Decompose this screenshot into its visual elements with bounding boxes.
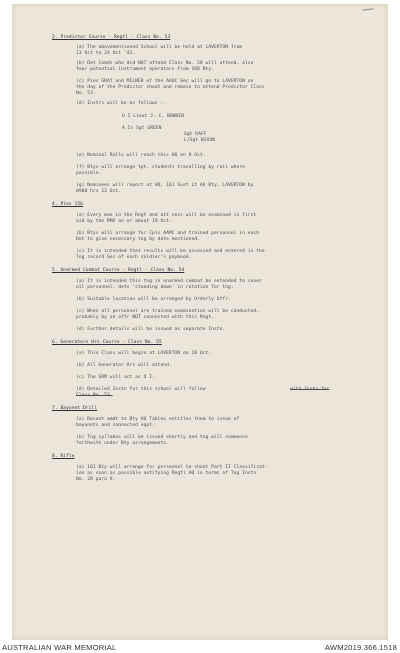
- footer-accession-number: AWM2019.366.1518: [324, 643, 397, 652]
- footer-source: AUSTRALIAN WAR MEMORIAL: [2, 643, 117, 652]
- text-line: probably by an offr NOT connected with this Regt.: [76, 315, 214, 320]
- document-page: [12, 4, 388, 640]
- text-line: L/Sgt NIXON: [184, 138, 215, 143]
- text-line: Sgt RAFF: [184, 132, 207, 137]
- text-line: (d) Further details will be issued as separate Instn.: [76, 327, 226, 332]
- text-line: No. 53.: [76, 91, 96, 96]
- text-line: all personnel, dets 'standing down' in rotation for tng.: [76, 285, 234, 290]
- text-line: (g) Nominees will report at HQ, 161 Sust Lt AA Bty, LAVERTON by: [76, 183, 254, 188]
- text-line: (a) The abovementioned School will be held at LAVERTON from: [76, 45, 243, 50]
- section-heading: 6. Generators Hrs Course - Class No. 55: [52, 340, 162, 345]
- text-line: (e) Nominal Rolls will reach this HQ on 9 Oct.: [76, 153, 206, 158]
- text-line: ion as soon as possible notifying Regtl HQ in terms of Tng Instn: [76, 471, 257, 476]
- text-line: (c) The GRM will act as O I.: [76, 375, 155, 380]
- text-line: (a) This Class will begin at LAVERTON on 18 Oct.: [76, 351, 212, 356]
- text-line: Class No. 53.: [76, 393, 113, 398]
- text-line: (b) Btys will arrange for Cpls AAMC and trained personnel in each: [76, 231, 260, 236]
- text-line: (b) Tng syllabus will be issued shortly and tng will commence: [76, 435, 248, 440]
- text-line: (f) Btys will arrange tpt, students travelling by rail where: [76, 165, 245, 170]
- text-line: (c) It is intended that results will be assessed and entered in the: [76, 249, 265, 254]
- section-heading: 4. Pies 156: [52, 202, 83, 207]
- text-line: No. 28 para 9.: [76, 477, 116, 482]
- text-line: aid by the RMO on or about 19 Oct.: [76, 219, 172, 224]
- text-line: (b) Det Comds who did NOT attend Class No. 50 will attend, also: [76, 61, 254, 66]
- text-line: 13 Oct to 24 Oct '43.: [76, 51, 136, 56]
- section-heading: 7. Bayonet Drill: [52, 406, 98, 411]
- text-line: (a) 161 Bty will arrange for personnel to shoot Part II Classificat-: [76, 465, 268, 470]
- text-line: forthwith under Bty arrangements.: [76, 441, 169, 446]
- text-line: with Instn for: [290, 387, 330, 392]
- text-line: Det to give necessary tng by date mentioned.: [76, 237, 200, 242]
- text-line: (a) It is intended this tng in unarmed combat be extended to cover: [76, 279, 262, 284]
- section-heading: 5. Unarmed Combat Course - Regtl - Class No. 54: [52, 268, 185, 273]
- text-line: (b) All Generator Ors will attend.: [76, 363, 172, 368]
- text-line: (d) Detailed Instn for this school will follow: [76, 387, 206, 392]
- text-line: four potential instrument operators from 16D Bty.: [76, 67, 214, 72]
- text-line: bayonets and connected eqpt.: [76, 423, 155, 428]
- text-line: O I Lieut J. C. BOWDEN: [122, 114, 184, 119]
- section-heading: 8. Rifle: [52, 454, 75, 459]
- text-line: (c) Pies GRAY and MILNER of the AAOC Sec will go to LAVERTON on: [76, 79, 254, 84]
- text-line: A Is Sgt GREEN: [122, 126, 162, 131]
- text-line: (b) Suitable location will be arranged by Orderly Offr.: [76, 297, 231, 302]
- text-line: the day of the Predictor shoot and remain to attend Predictor Class: [76, 85, 265, 90]
- text-line: Tng record Sec of each soldier's paybook.: [76, 255, 192, 260]
- text-line: possible.: [76, 171, 102, 176]
- text-line: (c) When all personnel are trained examination will be conducted,: [76, 309, 260, 314]
- text-line: (a) Every man in the Regt and att secs will be examined in first: [76, 213, 257, 218]
- text-line: (d) Instrs will be as follows :-: [76, 101, 167, 106]
- text-line: (a) Recent amdt to Bty HQ Tables entitles them to issue of: [76, 417, 240, 422]
- text-line: 0900 hrs 13 Oct.: [76, 189, 122, 194]
- section-heading: 2. Predictor Course - Regtl - Class No. 53: [52, 35, 171, 40]
